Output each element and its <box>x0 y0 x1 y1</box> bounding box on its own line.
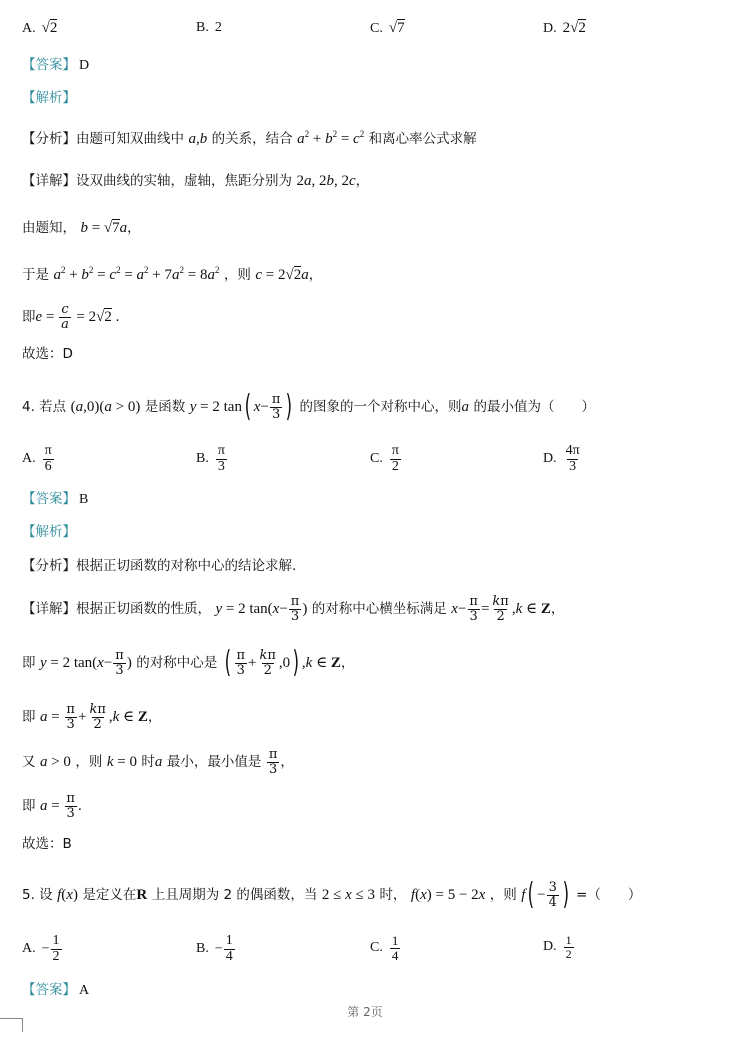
q4-line-min: 又 a > 0 ，则 k = 0 时a 最小，最小值是 $\frac{\pi}{3}$ ， <box>22 747 294 777</box>
q4-line-a: 即 a = $\frac{\pi}{3}$ + $\frac{k\pi}{2}$ ,k ∈ Z， <box>22 702 162 732</box>
q5-option-a: A. − $\frac{1}{2}$ <box>22 933 60 964</box>
q4-stem: 4. 若点 (a,0)(a > 0) 是函数 y = 2 tan( x− $\frac{\pi}{3}$ ) 的图象的一个对称中心，则a 的最小值为（ ） <box>22 389 595 424</box>
corner-mark-vertical <box>22 1018 23 1032</box>
q3-option-b: B. 2 <box>196 20 222 35</box>
q5-option-c: C. $\frac{1}{4}$ <box>370 933 399 963</box>
q4-line-center: 即 y = 2 tan(x− $\frac{\pi}{3}$ ) 的对称中心是 ( $\frac{\pi}{3}$ + $\frac{k\pi}{2}$ ,0) ,k ∈ Z， <box>22 645 355 680</box>
q3-choose: 故选：D <box>22 346 73 362</box>
q4-choose: 故选：B <box>22 836 72 852</box>
q4-option-a: A. $\frac{\pi}{6}$ <box>22 443 52 474</box>
q4-option-c: C. $\frac{\pi}{2}$ <box>370 443 399 474</box>
q3-option-c: C. √7 <box>370 20 405 36</box>
q3-fenxi: 【分析】由题可知双曲线中 a,b 的关系，结合 $a^2 + b^2 = c^2$ 和离心率公式求解 <box>22 129 477 147</box>
q3-line-e: 即e = $\frac{c}{a}$ = 2√2 . <box>22 302 120 332</box>
q3-analysis-tag: 【解析】 <box>22 90 76 106</box>
q5-option-b: B. − $\frac{1}{4}$ <box>196 933 233 964</box>
q3-xiangjie: 【详解】设双曲线的实轴，虚轴，焦距分别为 2a, 2b, 2c， <box>22 173 370 189</box>
q3-line-c: 于是 $a^2 + b^2 = c^2 = a^2 + 7a^2 = 8a^2$ ，则 c = 2√2a， <box>22 265 323 283</box>
q3-line-b: 由题知， b = √7a， <box>22 220 141 236</box>
page-footer: 第 2页 <box>347 1005 383 1019</box>
q4-fenxi: 【分析】根据正切函数的对称中心的结论求解. <box>22 558 297 574</box>
q4-line-result: 即 a = $\frac{\pi}{3}$ . <box>22 791 82 821</box>
q3-option-a: A. √2 <box>22 20 58 36</box>
q4-option-d: D. $\frac{4\pi}{3}$ <box>543 443 580 474</box>
q3-option-d: D. 2√2 <box>543 20 586 36</box>
q4-xiangjie: 【详解】根据正切函数的性质， y = 2 tan(x− $\frac{\pi}{3}$ ) 的对称中心横坐标满足 x− $\frac{\pi}{3}$ = $\frac{k\pi}{2}$ ,k ∈ Z， <box>22 594 565 624</box>
q5-option-d: D. $\frac{1}{2}$ <box>543 933 572 961</box>
q3-answer: 【答案】 D <box>22 57 90 73</box>
q4-answer: 【答案】 B <box>22 491 89 507</box>
q5-stem: 5. 设 f(x) 是定义在R 上且周期为 2 的偶函数，当 2 ≤ x ≤ 3 时， f(x) = 5 − 2x ，则 f( − $\frac{3}{4}$ ) =（ ） <box>22 877 642 912</box>
q5-answer: 【答案】 A <box>22 982 90 998</box>
corner-mark-horizontal <box>0 1018 23 1019</box>
q4-option-b: B. $\frac{\pi}{3}$ <box>196 443 225 474</box>
q4-analysis-tag: 【解析】 <box>22 524 76 540</box>
